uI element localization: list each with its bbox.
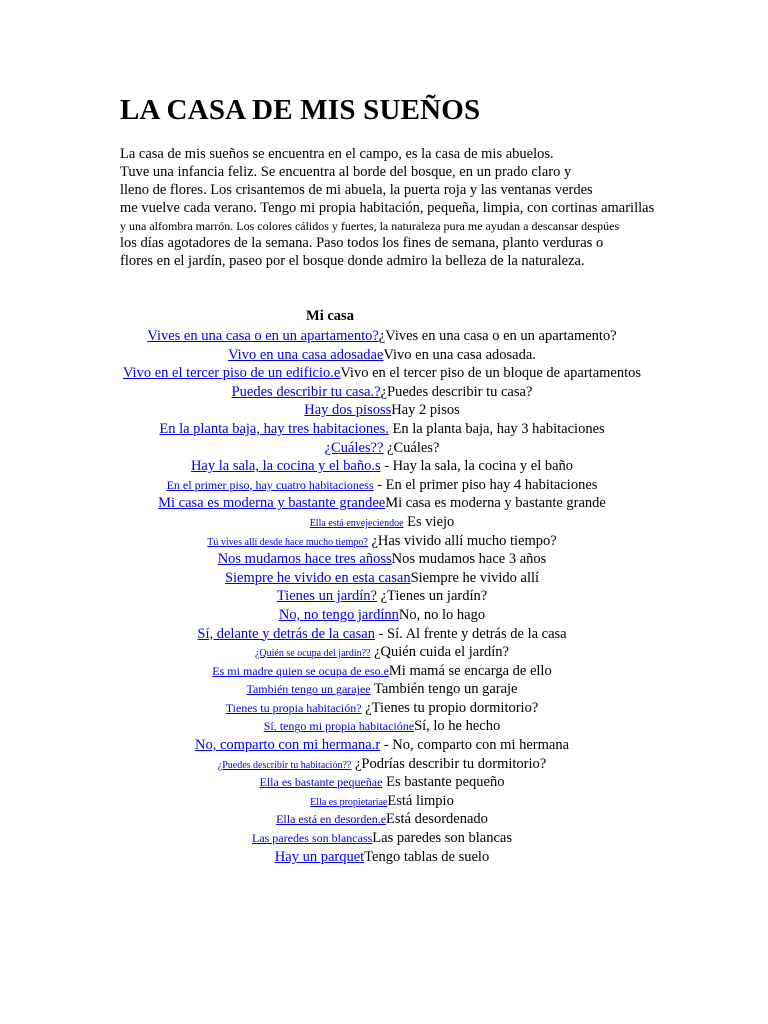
phrase-link[interactable]: Las paredes son blancass [251, 831, 373, 846]
phrase-link[interactable]: Tú vives allí desde hace mucho tiempo? [207, 536, 368, 548]
phrase-translation: Sí, lo he hecho [414, 718, 501, 735]
phrase-translation: Hay 2 pisos [391, 402, 460, 419]
phrase-link[interactable]: Puedes describir tu casa.? [231, 383, 381, 400]
phrase-row [0, 569, 764, 588]
paragraph-line: lleno de flores. Los crisantemos de mi abuela, la puerta roja y las ventanas verdes [120, 182, 593, 198]
phrase-row [0, 532, 764, 551]
phrase-translation: ¿Tienes un jardín? [380, 588, 488, 605]
phrase-link[interactable]: Ella está en desorden.e [276, 812, 387, 827]
phrase-translation: Vivo en una casa adosada. [383, 346, 536, 363]
phrase-link[interactable]: Tienes tu propia habitación? [225, 700, 362, 715]
phrase-link[interactable]: Hay dos pisoss [304, 402, 392, 419]
phrase-row [0, 810, 764, 829]
phrase-link[interactable]: ¿Quién se ocupa del jardín?? [254, 648, 371, 660]
phrase-translation: Nos mudamos hace 3 años [391, 551, 547, 568]
phrase-link[interactable]: Siempre he vivido en esta casan [224, 569, 411, 586]
phrase-row [0, 550, 764, 569]
phrase-translation: Vivo en el tercer piso de un bloque de apartamentos [340, 365, 642, 382]
paragraph-line: me vuelve cada verano. Tengo mi propia habitación, pequeña, limpia, con cortinas amarillas [120, 200, 655, 216]
phrase-link[interactable]: Ella es bastante pequeñae [259, 775, 383, 790]
phrase-link[interactable]: Vives en una casa o en un apartamento? [147, 328, 379, 344]
phrase-link[interactable]: ¿Cuáles?? [324, 439, 384, 456]
phrase-row [0, 848, 764, 867]
phrase-link[interactable]: Nos mudamos hace tres añoss [217, 551, 392, 568]
phrase-link[interactable]: Hay un parquet [274, 848, 365, 865]
phrase-row [0, 383, 764, 402]
phrase-link[interactable]: Sí, delante y detrás de la casan [197, 625, 375, 642]
phrase-translation: - En el primer piso hay 4 habitaciones [377, 476, 598, 493]
phrase-link[interactable]: No, comparto con mi hermana.r [194, 737, 381, 754]
paragraph-line: flores en el jardín, paseo por el bosque donde admiro la belleza de la naturaleza. [120, 253, 585, 269]
phrase-translation: Tengo tablas de suelo [364, 848, 490, 865]
phrase-translation: En la planta baja, hay 3 habitaciones [392, 420, 605, 437]
phrase-row [0, 792, 764, 811]
phrase-row [0, 494, 764, 513]
phrase-translation: Es viejo [407, 513, 455, 530]
phrase-link[interactable]: Ella es propietariae [310, 796, 388, 808]
paragraph-line: Tuve una infancia feliz. Se encuentra al borde del bosque, en un prado claro y [120, 164, 572, 180]
paragraph-line: y una alfombra marrón. Los colores cálidos y fuertes, la naturaleza pura me ayudan a descansar despúes [120, 219, 620, 233]
phrase-row [0, 420, 764, 439]
phrase-translation: ¿Cuáles? [387, 439, 440, 456]
phrase-link[interactable]: Ella está envejeciendoe [309, 517, 404, 529]
phrase-row [0, 439, 764, 458]
phrase-translation: ¿Has vivido allí mucho tiempo? [371, 532, 557, 549]
phrase-translation: ¿Tienes tu propio dormitorio? [365, 699, 539, 716]
phrase-translation: Está limpio [387, 792, 454, 809]
phrase-row [0, 625, 764, 644]
phrase-link[interactable]: En el primer piso, hay cuatro habitacioness [166, 477, 374, 492]
phrase-row [0, 773, 764, 792]
intro-paragraph [120, 145, 700, 270]
phrase-link[interactable]: Hay la sala, la cocina y el baño.s [190, 458, 381, 475]
phrase-translation: - No, comparto con mi hermana [383, 737, 570, 754]
phrase-row [0, 699, 764, 718]
phrase-translation: No, no lo hago [398, 606, 486, 623]
phrase-row [0, 662, 764, 681]
phrase-row [0, 755, 764, 774]
phrase-list [0, 327, 764, 866]
phrase-row [0, 643, 764, 662]
phrase-row [0, 680, 764, 699]
phrase-link[interactable]: Mi casa es moderna y bastante grandee [158, 495, 386, 512]
phrase-translation: ¿Puedes describir tu casa? [380, 383, 533, 400]
phrase-translation: ¿Quién cuida el jardín? [374, 644, 509, 661]
phrase-translation: ¿Podrías describir tu dormitorio? [354, 755, 547, 772]
phrase-translation: - Sí. Al frente y detrás de la casa [378, 625, 567, 642]
phrase-row [0, 364, 764, 383]
phrase-row [0, 327, 764, 346]
phrase-link[interactable]: Es mi madre quien se ocupa de eso.e [212, 663, 389, 678]
phrase-row [0, 513, 764, 532]
phrase-row [0, 736, 764, 755]
phrase-link[interactable]: También tengo un garajee [246, 682, 371, 697]
phrase-row [0, 457, 764, 476]
phrase-link[interactable]: Sí, tengo mi propia habitacióne [263, 719, 415, 734]
phrase-link[interactable]: Vivo en el tercer piso de un edificio.e [122, 365, 341, 382]
phrase-translation: Las paredes son blancas [372, 830, 512, 847]
phrase-translation: Siempre he vivido allí [410, 569, 540, 586]
document-title: LA CASA DE MIS SUEÑOS [120, 94, 481, 126]
paragraph-line: los días agotadores de la semana. Paso todos los fines de semana, planto verduras o [120, 235, 604, 251]
phrase-link[interactable]: ¿Puedes describir tu habitación?? [217, 759, 352, 771]
phrase-link[interactable]: No, no tengo jardínn [278, 606, 399, 623]
phrase-translation: Es bastante pequeño [386, 774, 505, 791]
phrase-row [0, 587, 764, 606]
phrase-translation: Está desordenado [386, 811, 488, 828]
phrase-link[interactable]: En la planta baja, hay tres habitaciones. [159, 420, 389, 437]
phrase-translation: ¿Vives en una casa o en un apartamento? [378, 328, 617, 344]
phrase-row [0, 401, 764, 420]
phrase-row [0, 476, 764, 495]
phrase-link[interactable]: Tienes un jardín? [276, 588, 377, 605]
paragraph-line: La casa de mis sueños se encuentra en el campo, es la casa de mis abuelos. [120, 146, 554, 162]
phrase-translation: Mi casa es moderna y bastante grande [385, 495, 606, 512]
phrase-translation: Mi mamá se encarga de ello [388, 662, 552, 679]
section-heading: Mi casa [306, 308, 354, 324]
phrase-translation: - Hay la sala, la cocina y el baño [384, 458, 574, 475]
phrase-row [0, 829, 764, 848]
phrase-link[interactable]: Vivo en una casa adosadae [228, 346, 384, 363]
phrase-row [0, 346, 764, 365]
phrase-row [0, 606, 764, 625]
phrase-translation: También tengo un garaje [373, 681, 518, 698]
phrase-row [0, 717, 764, 736]
